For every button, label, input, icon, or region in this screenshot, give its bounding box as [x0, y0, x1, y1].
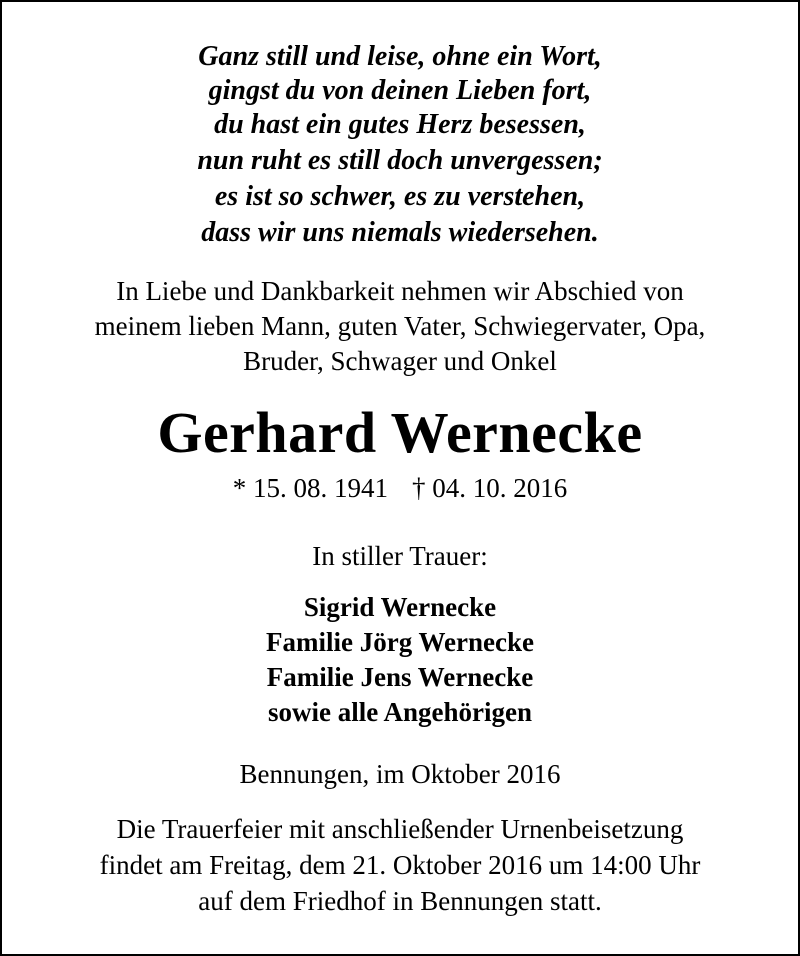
- mourner-name: Sigrid Wernecke: [303, 592, 497, 622]
- mourner-name: Familie Jens Wernecke: [266, 662, 534, 692]
- mourner-name: Familie Jörg Wernecke: [266, 627, 534, 657]
- poem-line: du hast ein gutes Herz besessen,: [214, 109, 586, 140]
- poem-line: es ist so schwer, es zu verstehen,: [214, 181, 586, 212]
- poem-line: nun ruht es still doch unvergessen;: [197, 145, 603, 176]
- poem-line: dass wir uns niemals wiedersehen.: [201, 217, 599, 248]
- poem-line: Ganz still und leise, ohne ein Wort,: [198, 41, 602, 72]
- death-date: † 04. 10. 2016: [412, 473, 568, 503]
- life-dates: [0, 472, 800, 504]
- mourner-name: sowie alle Angehörigen: [268, 697, 532, 727]
- mourning-heading: In stiller Trauer:: [312, 541, 488, 571]
- funeral-line: Die Trauerfeier mit anschließender Urnenbeisetzung: [116, 814, 684, 844]
- birth-date: * 15. 08. 1941: [232, 473, 388, 503]
- intro-line: meinem lieben Mann, guten Vater, Schwiegervater, Opa,: [94, 311, 706, 341]
- funeral-line: auf dem Friedhof in Bennungen statt.: [198, 886, 602, 916]
- poem-line: gingst du von deinen Lieben fort,: [208, 75, 592, 106]
- deceased-name: Gerhard Wernecke: [157, 400, 643, 465]
- funeral-line: findet am Freitag, dem 21. Oktober 2016 um 14:00 Uhr: [99, 850, 701, 880]
- place-date: Bennungen, im Oktober 2016: [239, 759, 561, 789]
- intro-line: Bruder, Schwager und Onkel: [243, 346, 557, 376]
- intro-line: In Liebe und Dankbarkeit nehmen wir Abschied von: [116, 276, 684, 306]
